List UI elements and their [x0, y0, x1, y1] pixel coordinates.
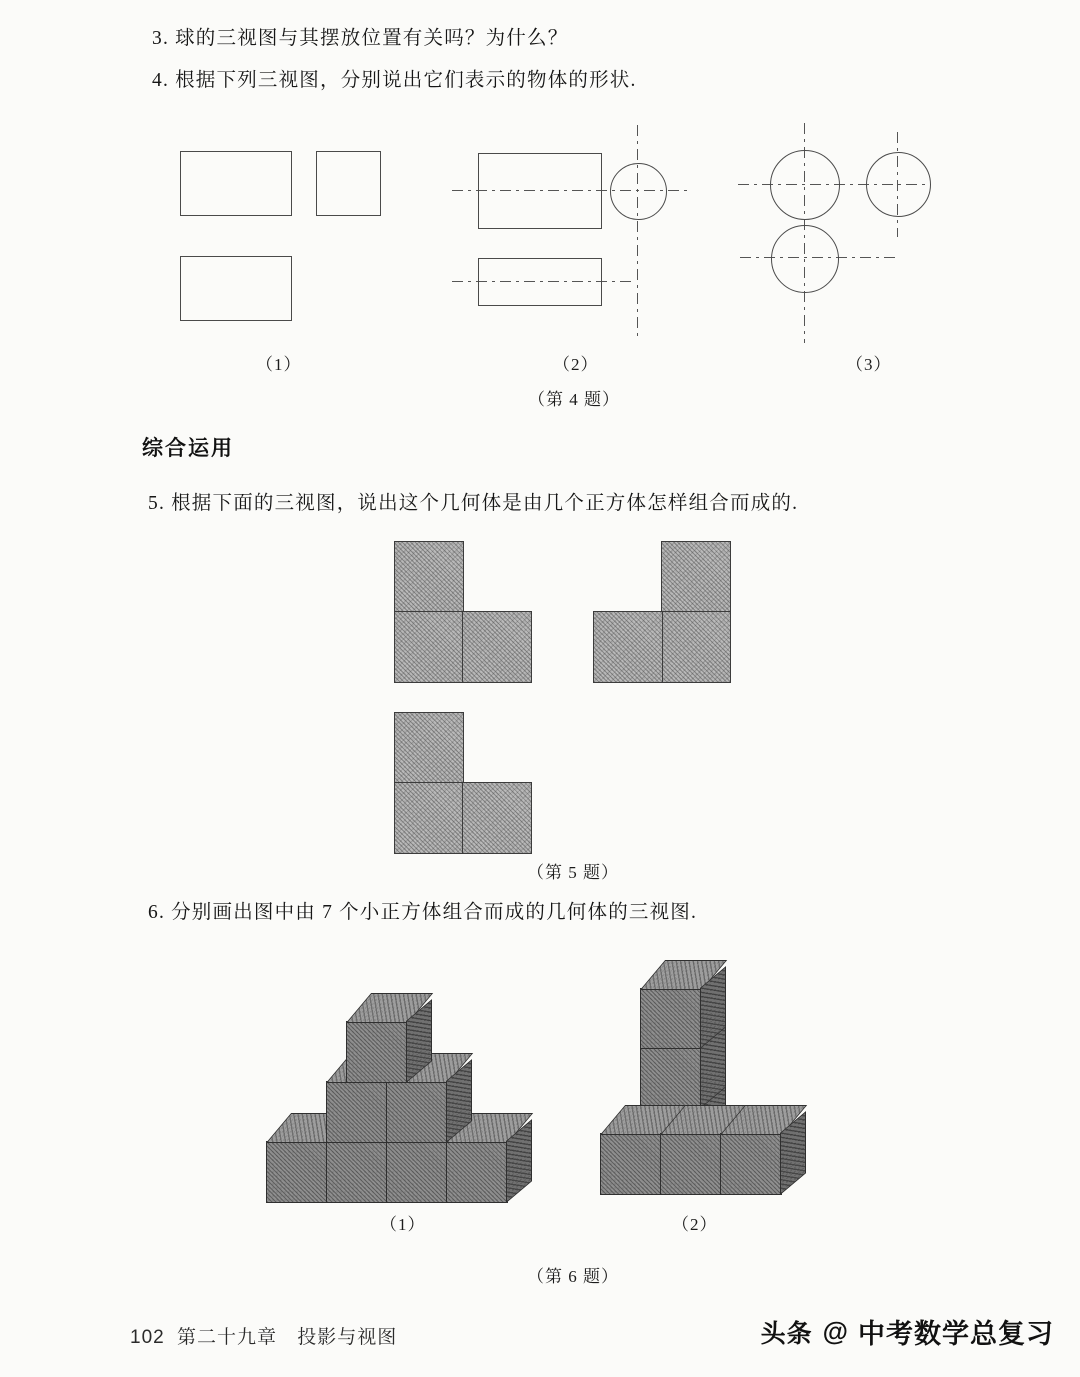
grid-square	[394, 712, 464, 784]
at-symbol: @	[822, 1316, 848, 1346]
cube-front-face	[660, 1133, 722, 1195]
grid-square	[394, 611, 464, 683]
figure-6-sublabel-1: （1）	[380, 1215, 426, 1234]
cube-front-face	[326, 1141, 388, 1203]
question-3-text: 3. 球的三视图与其摆放位置有关吗？为什么？	[152, 28, 569, 49]
footer-chapter-title: 投影与视图	[297, 1327, 398, 1348]
view-circle-3a	[770, 150, 840, 220]
view-rect-2a	[478, 153, 602, 229]
page-number: 102	[130, 1327, 165, 1348]
view-rect-1a	[180, 151, 292, 216]
toutiao-logo: 头条	[760, 1319, 813, 1348]
grid-square	[661, 611, 731, 683]
view-circle-3b	[866, 152, 931, 217]
cube-front-face	[386, 1081, 448, 1143]
cube-front-face	[386, 1141, 448, 1203]
view-rect-1b	[316, 151, 381, 216]
grid-square	[661, 541, 731, 613]
grid-square	[462, 611, 532, 683]
footer-chapter: 第二十九章	[176, 1327, 277, 1348]
cube-front-face	[720, 1133, 782, 1195]
grid-square	[593, 611, 663, 683]
view-circle-3c	[771, 225, 839, 293]
center-line-vertical-2a	[637, 125, 638, 340]
question-4-text: 4. 根据下列三视图，分别说出它们表示的物体的形状.	[152, 70, 637, 91]
cube-front-face	[266, 1141, 328, 1203]
cube-front-face	[600, 1133, 662, 1195]
watermark	[761, 1312, 1054, 1351]
figure-4-sublabel-3: （3）	[846, 355, 892, 374]
cube-front-face	[346, 1021, 408, 1083]
view-rect-1c	[180, 256, 292, 321]
figure-4-caption: （第 4 题）	[528, 390, 620, 409]
watermark-text: 中考数学总复习	[858, 1319, 1054, 1349]
view-circle-2a	[610, 163, 667, 220]
cube-front-face	[640, 1048, 702, 1110]
grid-square	[462, 782, 532, 854]
figure-5-caption: （第 5 题）	[527, 863, 619, 882]
figure-4-sublabel-1: （1）	[256, 355, 302, 374]
question-6-text: 6. 分别画出图中由 7 个小正方体组合而成的几何体的三视图.	[148, 902, 698, 923]
grid-square	[394, 541, 464, 613]
page-footer	[130, 1322, 397, 1349]
figure-6-sublabel-2: （2）	[672, 1215, 718, 1234]
view-rect-2b	[478, 258, 602, 306]
figure-4-sublabel-2: （2）	[553, 355, 599, 374]
section-heading: 综合运用	[142, 437, 234, 460]
question-5-text: 5. 根据下面的三视图，说出这个几何体是由几个正方体怎样组合而成的.	[148, 493, 799, 514]
cube-front-face	[640, 988, 702, 1050]
cube-front-face	[446, 1141, 508, 1203]
cube-front-face	[326, 1081, 388, 1143]
figure-6-caption: （第 6 题）	[527, 1267, 619, 1286]
grid-square	[394, 782, 464, 854]
